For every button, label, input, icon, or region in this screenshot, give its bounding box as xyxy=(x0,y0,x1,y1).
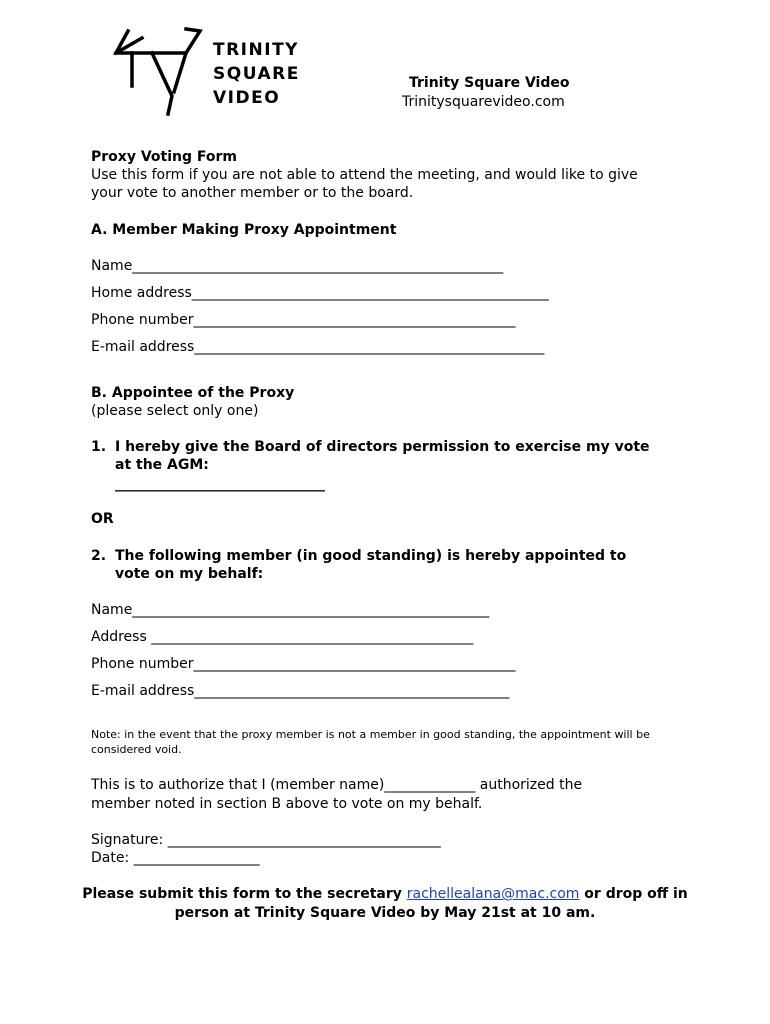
option-1-number: 1. xyxy=(91,439,107,455)
logo-line-square: SQUARE xyxy=(213,64,300,84)
date-field[interactable]: Date: __________________ xyxy=(91,850,260,866)
void-note: Note: in the event that the proxy member is not a member in good standing, the appointment will be considered void. xyxy=(91,728,650,756)
trinity-square-video-logo-mark xyxy=(112,26,204,118)
option-1-blank-field[interactable]: ______________________________ xyxy=(115,476,325,492)
section-a-email-field[interactable]: E-mail address__________________________________________________ xyxy=(91,339,545,355)
authorize-line-1: This is to authorize that I (member name)_____________ authorized the xyxy=(91,777,583,793)
signature-field[interactable]: Signature: _______________________________________ xyxy=(91,832,441,848)
form-intro-line-2: your vote to another member or to the board. xyxy=(91,185,414,201)
authorize-line-2: member noted in section B above to vote on my behalf. xyxy=(91,796,483,812)
submit-instructions xyxy=(80,885,690,923)
section-b-heading: B. Appointee of the Proxy xyxy=(91,385,295,401)
option-2-line-1: The following member (in good standing) is hereby appointed to xyxy=(115,548,627,564)
section-a-name-field[interactable]: Name_____________________________________________________ xyxy=(91,258,504,274)
section-b-phone-field[interactable]: Phone number______________________________________________ xyxy=(91,656,516,672)
section-a-heading: A. Member Making Proxy Appointment xyxy=(91,222,397,238)
section-b-name-field[interactable]: Name___________________________________________________ xyxy=(91,602,490,618)
option-2-line-2: vote on my behalf: xyxy=(115,566,264,582)
section-b-address-field[interactable]: Address ______________________________________________ xyxy=(91,629,474,645)
or-divider-text: OR xyxy=(91,511,114,527)
form-intro-line-1: Use this form if you are not able to attend the meeting, and would like to give xyxy=(91,167,638,183)
org-name: Trinity Square Video xyxy=(409,75,570,91)
option-2-number: 2. xyxy=(91,548,107,564)
secretary-email-link[interactable]: rachellealana@mac.com xyxy=(406,886,580,902)
logo-line-video: VIDEO xyxy=(213,88,281,108)
org-website: Trinitysquarevideo.com xyxy=(402,94,565,110)
submit-text-before: Please submit this form to the secretary xyxy=(82,886,407,902)
section-b-subheading: (please select only one) xyxy=(91,403,259,419)
submit-text-after: or drop off in person at Trinity Square Video by May 21st at 10 am. xyxy=(174,886,688,921)
section-a-phone-field[interactable]: Phone number______________________________________________ xyxy=(91,312,516,328)
logo-wordmark xyxy=(213,38,300,110)
option-1-line-1: I hereby give the Board of directors permission to exercise my vote xyxy=(115,439,650,455)
form-title: Proxy Voting Form xyxy=(91,149,237,165)
option-1-line-2: at the AGM: xyxy=(115,457,209,473)
section-b-email-field[interactable]: E-mail address_____________________________________________ xyxy=(91,683,510,699)
logo-line-trinity: TRINITY xyxy=(213,40,299,60)
section-a-home-address-field[interactable]: Home address___________________________________________________ xyxy=(91,285,549,301)
